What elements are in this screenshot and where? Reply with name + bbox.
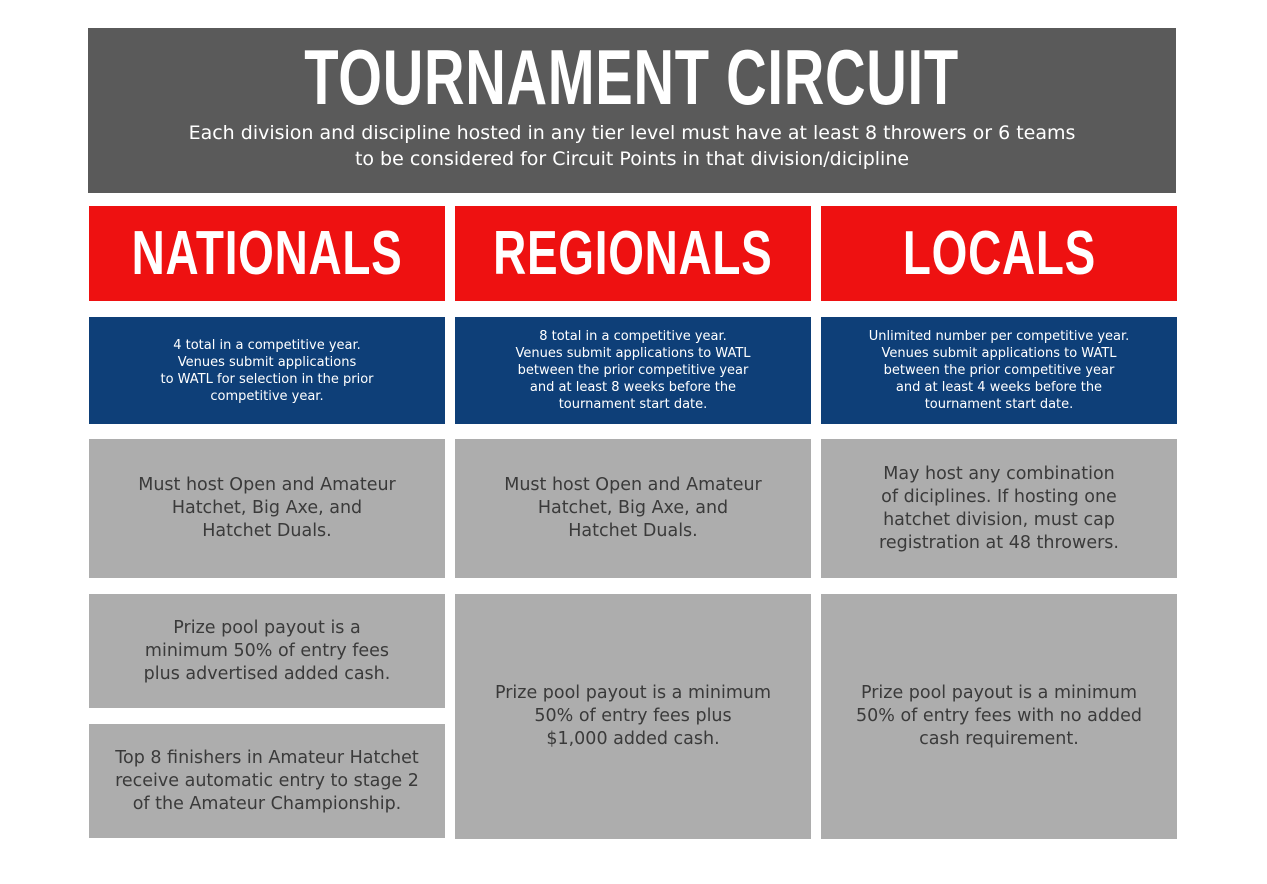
tier-title: LOCALS <box>902 218 1096 288</box>
page-subtitle: Each division and discipline hosted in any tier level must have at least 8 throwers or 6 teams to be considered for Circuit Points in that division/dicipline <box>188 122 1076 170</box>
tier-header-nationals <box>89 206 445 301</box>
schedule-box-locals: Unlimited number per competitive year. Venues submit applications to WATL between the prior competitive year and at least 4 weeks before the tournament start date. <box>821 317 1177 424</box>
amateur-entry-box-nationals: Top 8 finishers in Amateur Hatchet receive automatic entry to stage 2 of the Amateur Championship. <box>89 724 445 838</box>
schedule-box-nationals: 4 total in a competitive year. Venues submit applications to WATL for selection in the prior competitive year. <box>89 317 445 424</box>
hosting-box-regionals: Must host Open and Amateur Hatchet, Big Axe, and Hatchet Duals. <box>455 439 811 578</box>
hosting-box-locals: May host any combination of diciplines. If hosting one hatchet division, must cap registration at 48 throwers. <box>821 439 1177 578</box>
schedule-box-regionals: 8 total in a competitive year. Venues submit applications to WATL between the prior competitive year and at least 8 weeks before the tournament start date. <box>455 317 811 424</box>
tier-header-regionals <box>455 206 811 301</box>
tier-title: REGIONALS <box>493 218 773 288</box>
page-title: TOURNAMENT CIRCUIT <box>304 33 960 121</box>
prize-box-regionals: Prize pool payout is a minimum 50% of entry fees plus $1,000 added cash. <box>455 594 811 839</box>
hosting-box-nationals: Must host Open and Amateur Hatchet, Big Axe, and Hatchet Duals. <box>89 439 445 578</box>
header-banner <box>88 28 1176 193</box>
prize-box-nationals: Prize pool payout is a minimum 50% of entry fees plus advertised added cash. <box>89 594 445 708</box>
tier-header-locals <box>821 206 1177 301</box>
tier-title: NATIONALS <box>131 218 403 288</box>
prize-box-locals: Prize pool payout is a minimum 50% of entry fees with no added cash requirement. <box>821 594 1177 839</box>
